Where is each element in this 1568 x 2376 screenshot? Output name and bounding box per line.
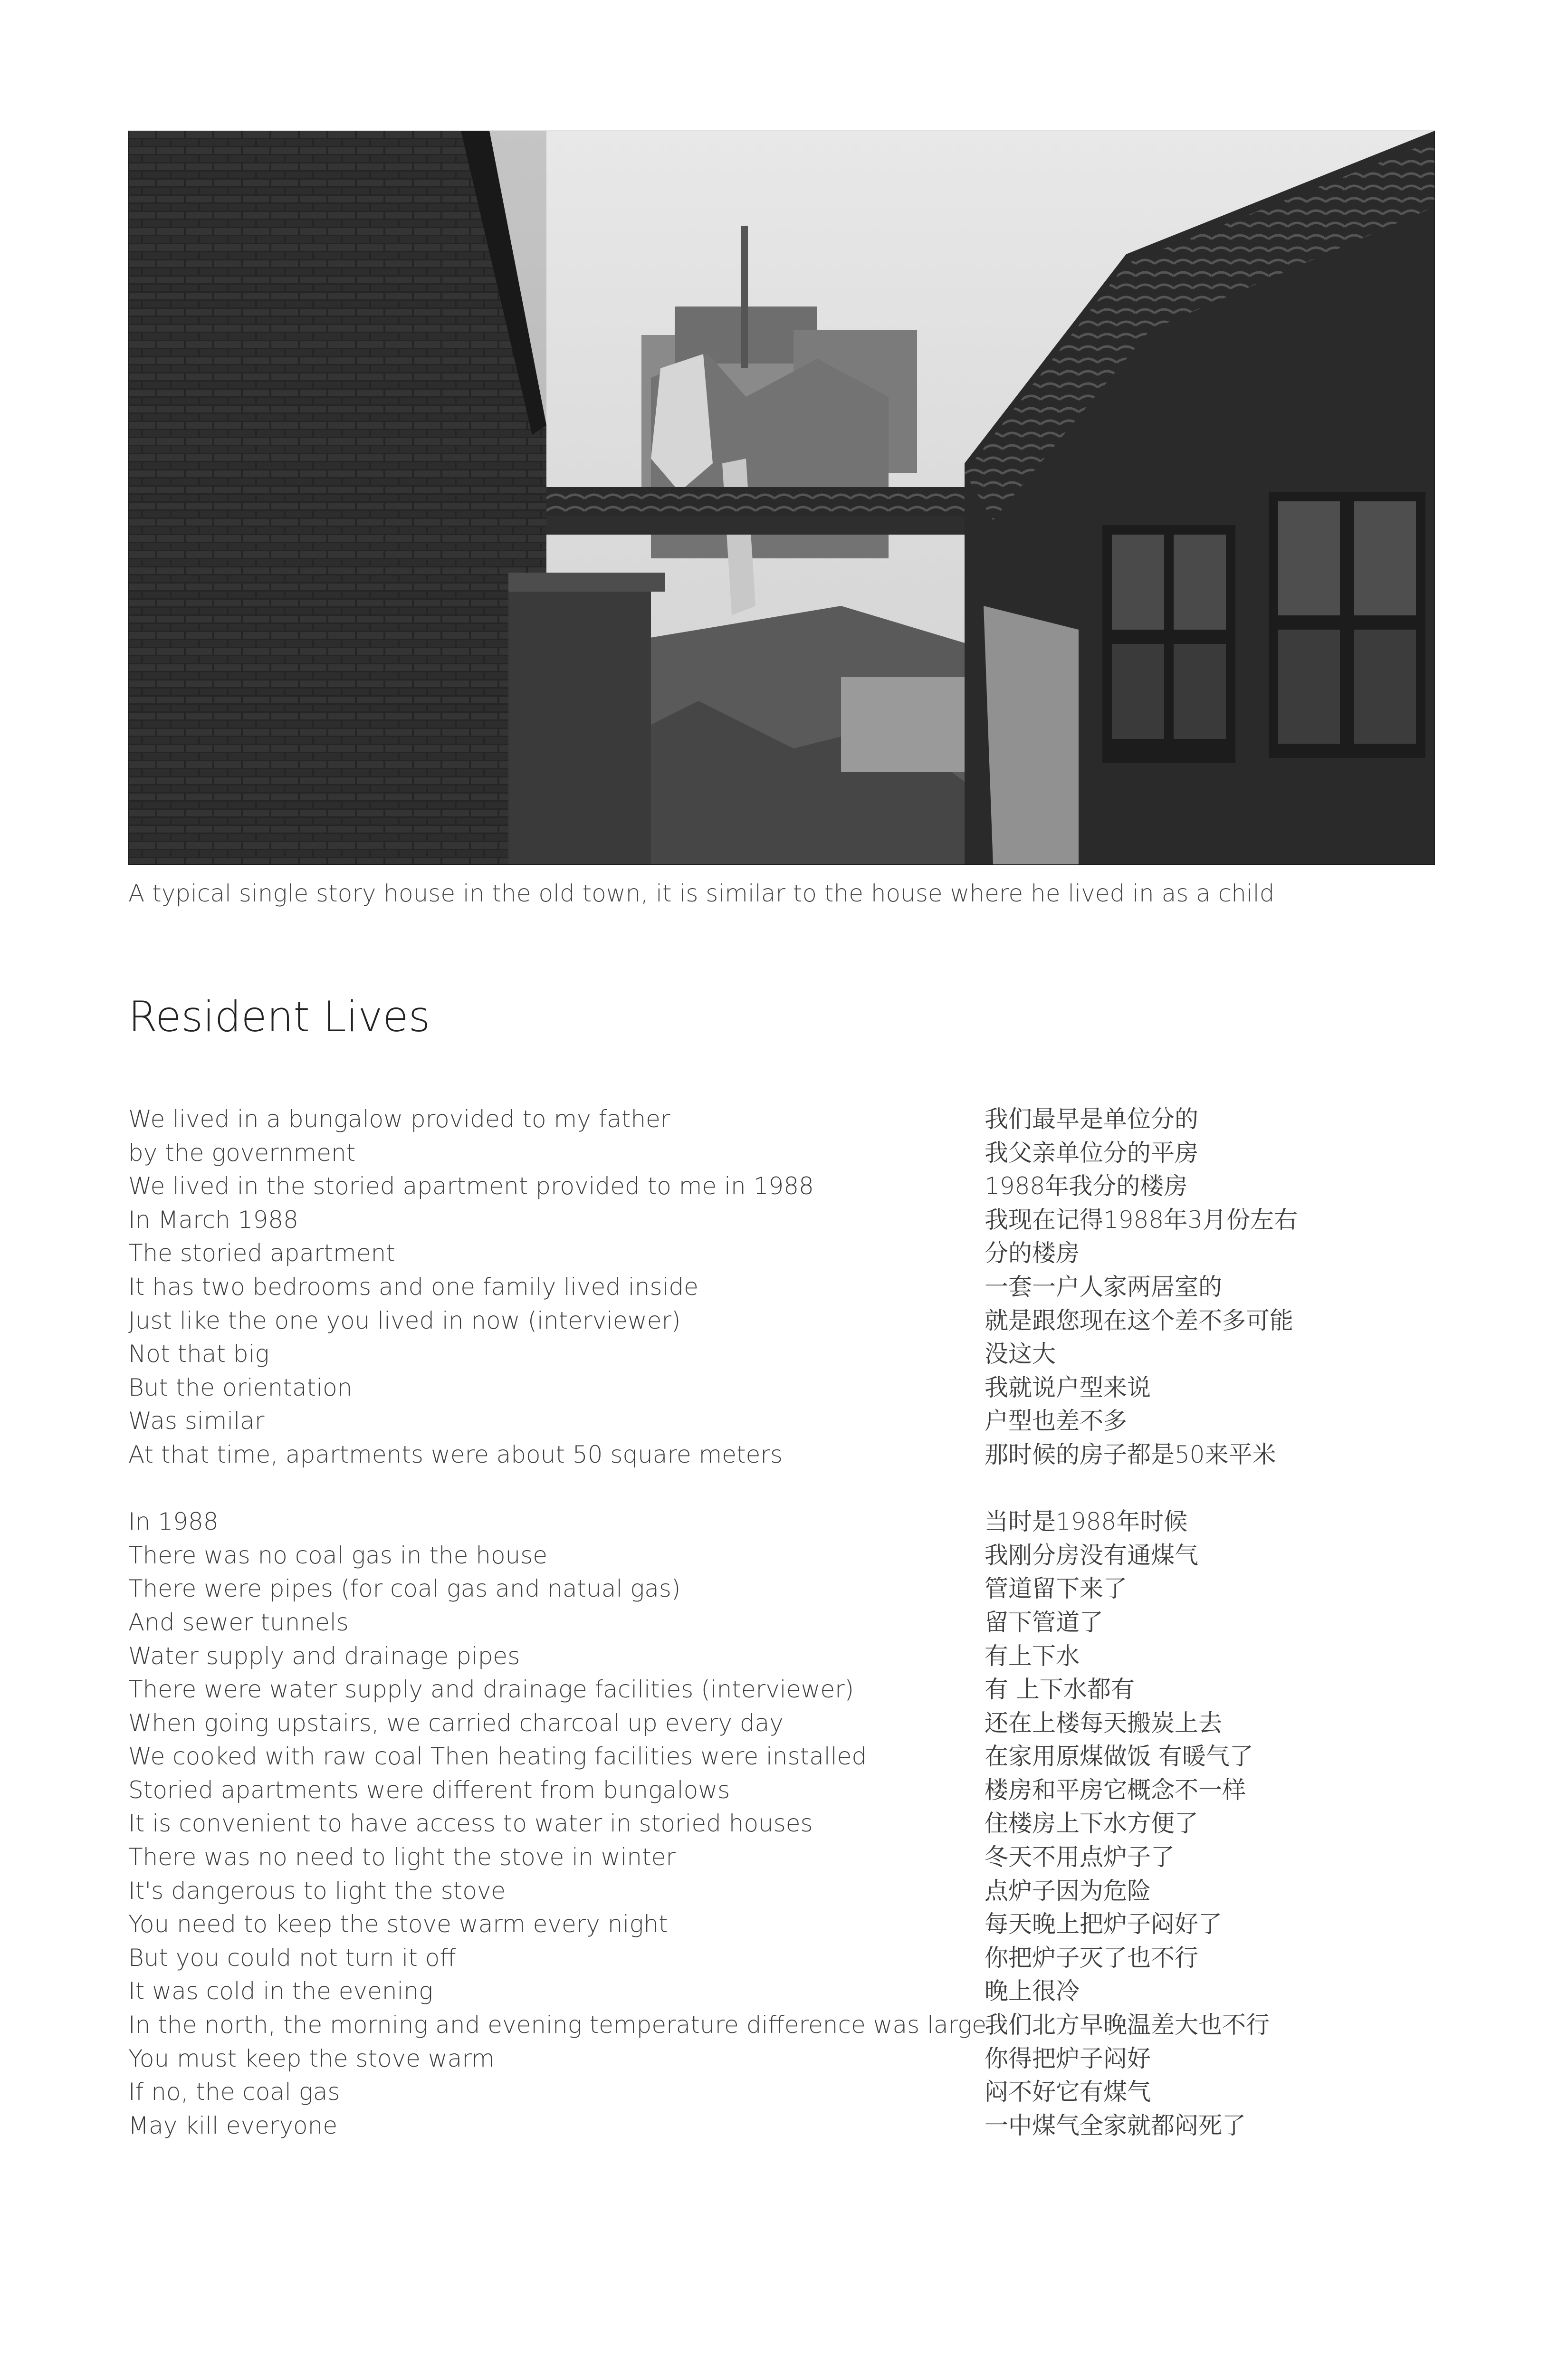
text-line: 一套一户人家两居室的	[985, 1273, 1222, 1301]
text-line: 在家用原煤做饭 有暖气了	[985, 1743, 1253, 1771]
text-line: You must keep the stove warm	[128, 2044, 495, 2072]
text-line: It has two bedrooms and one family lived inside	[128, 1273, 698, 1301]
text-line: 就是跟您现在这个差不多可能	[985, 1306, 1293, 1334]
text-line: 一中煤气全家就都闷死了	[985, 2111, 1246, 2139]
text-line: 那时候的房子都是50来平米	[985, 1440, 1276, 1468]
text-line: 冬天不用点炉子了	[985, 1843, 1175, 1871]
text-line: You need to keep the stove warm every night	[128, 1910, 668, 1938]
text-line: 晚上很冷	[985, 1977, 1080, 2005]
text-line: There were pipes (for coal gas and natual gas)	[128, 1575, 681, 1603]
text-line: 还在上楼每天搬炭上去	[985, 1709, 1222, 1737]
text-line: 我现在记得1988年3月份左右	[985, 1206, 1298, 1234]
text-line: 闷不好它有煤气	[985, 2078, 1151, 2106]
text-line: 你得把炉子闷好	[985, 2044, 1151, 2072]
text-line: 有上下水	[985, 1642, 1080, 1670]
text-line: 我们最早是单位分的	[985, 1105, 1198, 1133]
stanza-gap	[128, 1472, 984, 1505]
text-line: 点炉子因为危险	[985, 1877, 1151, 1905]
text-line: 楼房和平房它概念不一样	[985, 1776, 1246, 1804]
text-line: But you could not turn it off	[128, 1944, 456, 1972]
chinese-transcript	[985, 1102, 1412, 2142]
text-line: We lived in the storied apartment provided to me in 1988	[128, 1172, 814, 1200]
text-line: 我们北方早晚温差大也不行	[985, 2011, 1270, 2039]
text-line: 每天晚上把炉子闷好了	[985, 1910, 1222, 1938]
text-line: 1988年我分的楼房	[985, 1172, 1188, 1200]
text-line: 当时是1988年时候	[985, 1508, 1188, 1536]
text-line: When going upstairs, we carried charcoal up every day	[128, 1709, 784, 1737]
text-line: We cooked with raw coal Then heating facilities were installed	[128, 1743, 867, 1771]
text-line: by the government	[128, 1139, 356, 1167]
text-line: Water supply and drainage pipes	[128, 1642, 520, 1670]
text-line: 我父亲单位分的平房	[985, 1139, 1198, 1167]
text-line: There were water supply and drainage facilities (interviewer)	[128, 1676, 854, 1704]
text-line: 你把炉子灭了也不行	[985, 1944, 1198, 1972]
section-title: Resident Lives	[128, 992, 430, 1041]
text-line: There was no coal gas in the house	[128, 1541, 548, 1569]
text-line: It was cold in the evening	[128, 1977, 433, 2005]
text-line: In 1988	[128, 1508, 219, 1536]
text-line: If no, the coal gas	[128, 2078, 340, 2106]
text-line: It's dangerous to light the stove	[128, 1877, 506, 1905]
text-line: It is convenient to have access to water in storied houses	[128, 1810, 813, 1838]
text-line: 分的楼房	[985, 1239, 1080, 1267]
text-line: But the orientation	[128, 1373, 353, 1401]
text-line: In March 1988	[128, 1206, 298, 1234]
text-line: 住楼房上下水方便了	[985, 1810, 1198, 1838]
text-line: The storied apartment	[128, 1239, 395, 1267]
text-line: Storied apartments were different from bungalows	[128, 1776, 730, 1804]
text-line: 我刚分房没有通煤气	[985, 1541, 1198, 1569]
text-line: 有 上下水都有	[985, 1676, 1135, 1704]
text-line: We lived in a bungalow provided to my father	[128, 1105, 670, 1133]
text-line: There was no need to light the stove in winter	[128, 1843, 676, 1871]
photo-caption: A typical single story house in the old town, it is similar to the house where he lived in as a child	[128, 880, 1275, 907]
text-line: Was similar	[128, 1407, 265, 1435]
text-line: And sewer tunnels	[128, 1608, 349, 1636]
stanza-gap	[985, 1472, 1412, 1505]
text-line: 我就说户型来说	[985, 1373, 1151, 1401]
text-line: 留下管道了	[985, 1608, 1103, 1636]
alley-photo	[128, 131, 1435, 865]
english-transcript	[128, 1102, 987, 2142]
text-line: 没这大	[985, 1340, 1056, 1368]
text-line: At that time, apartments were about 50 square meters	[128, 1440, 783, 1468]
text-line: May kill everyone	[128, 2111, 338, 2139]
text-line: Just like the one you lived in now (interviewer)	[128, 1306, 681, 1334]
text-line: 管道留下来了	[985, 1575, 1127, 1603]
text-line: In the north, the morning and evening temperature difference was large	[128, 2011, 987, 2039]
text-line: 户型也差不多	[985, 1407, 1127, 1435]
text-line: Not that big	[128, 1340, 269, 1368]
